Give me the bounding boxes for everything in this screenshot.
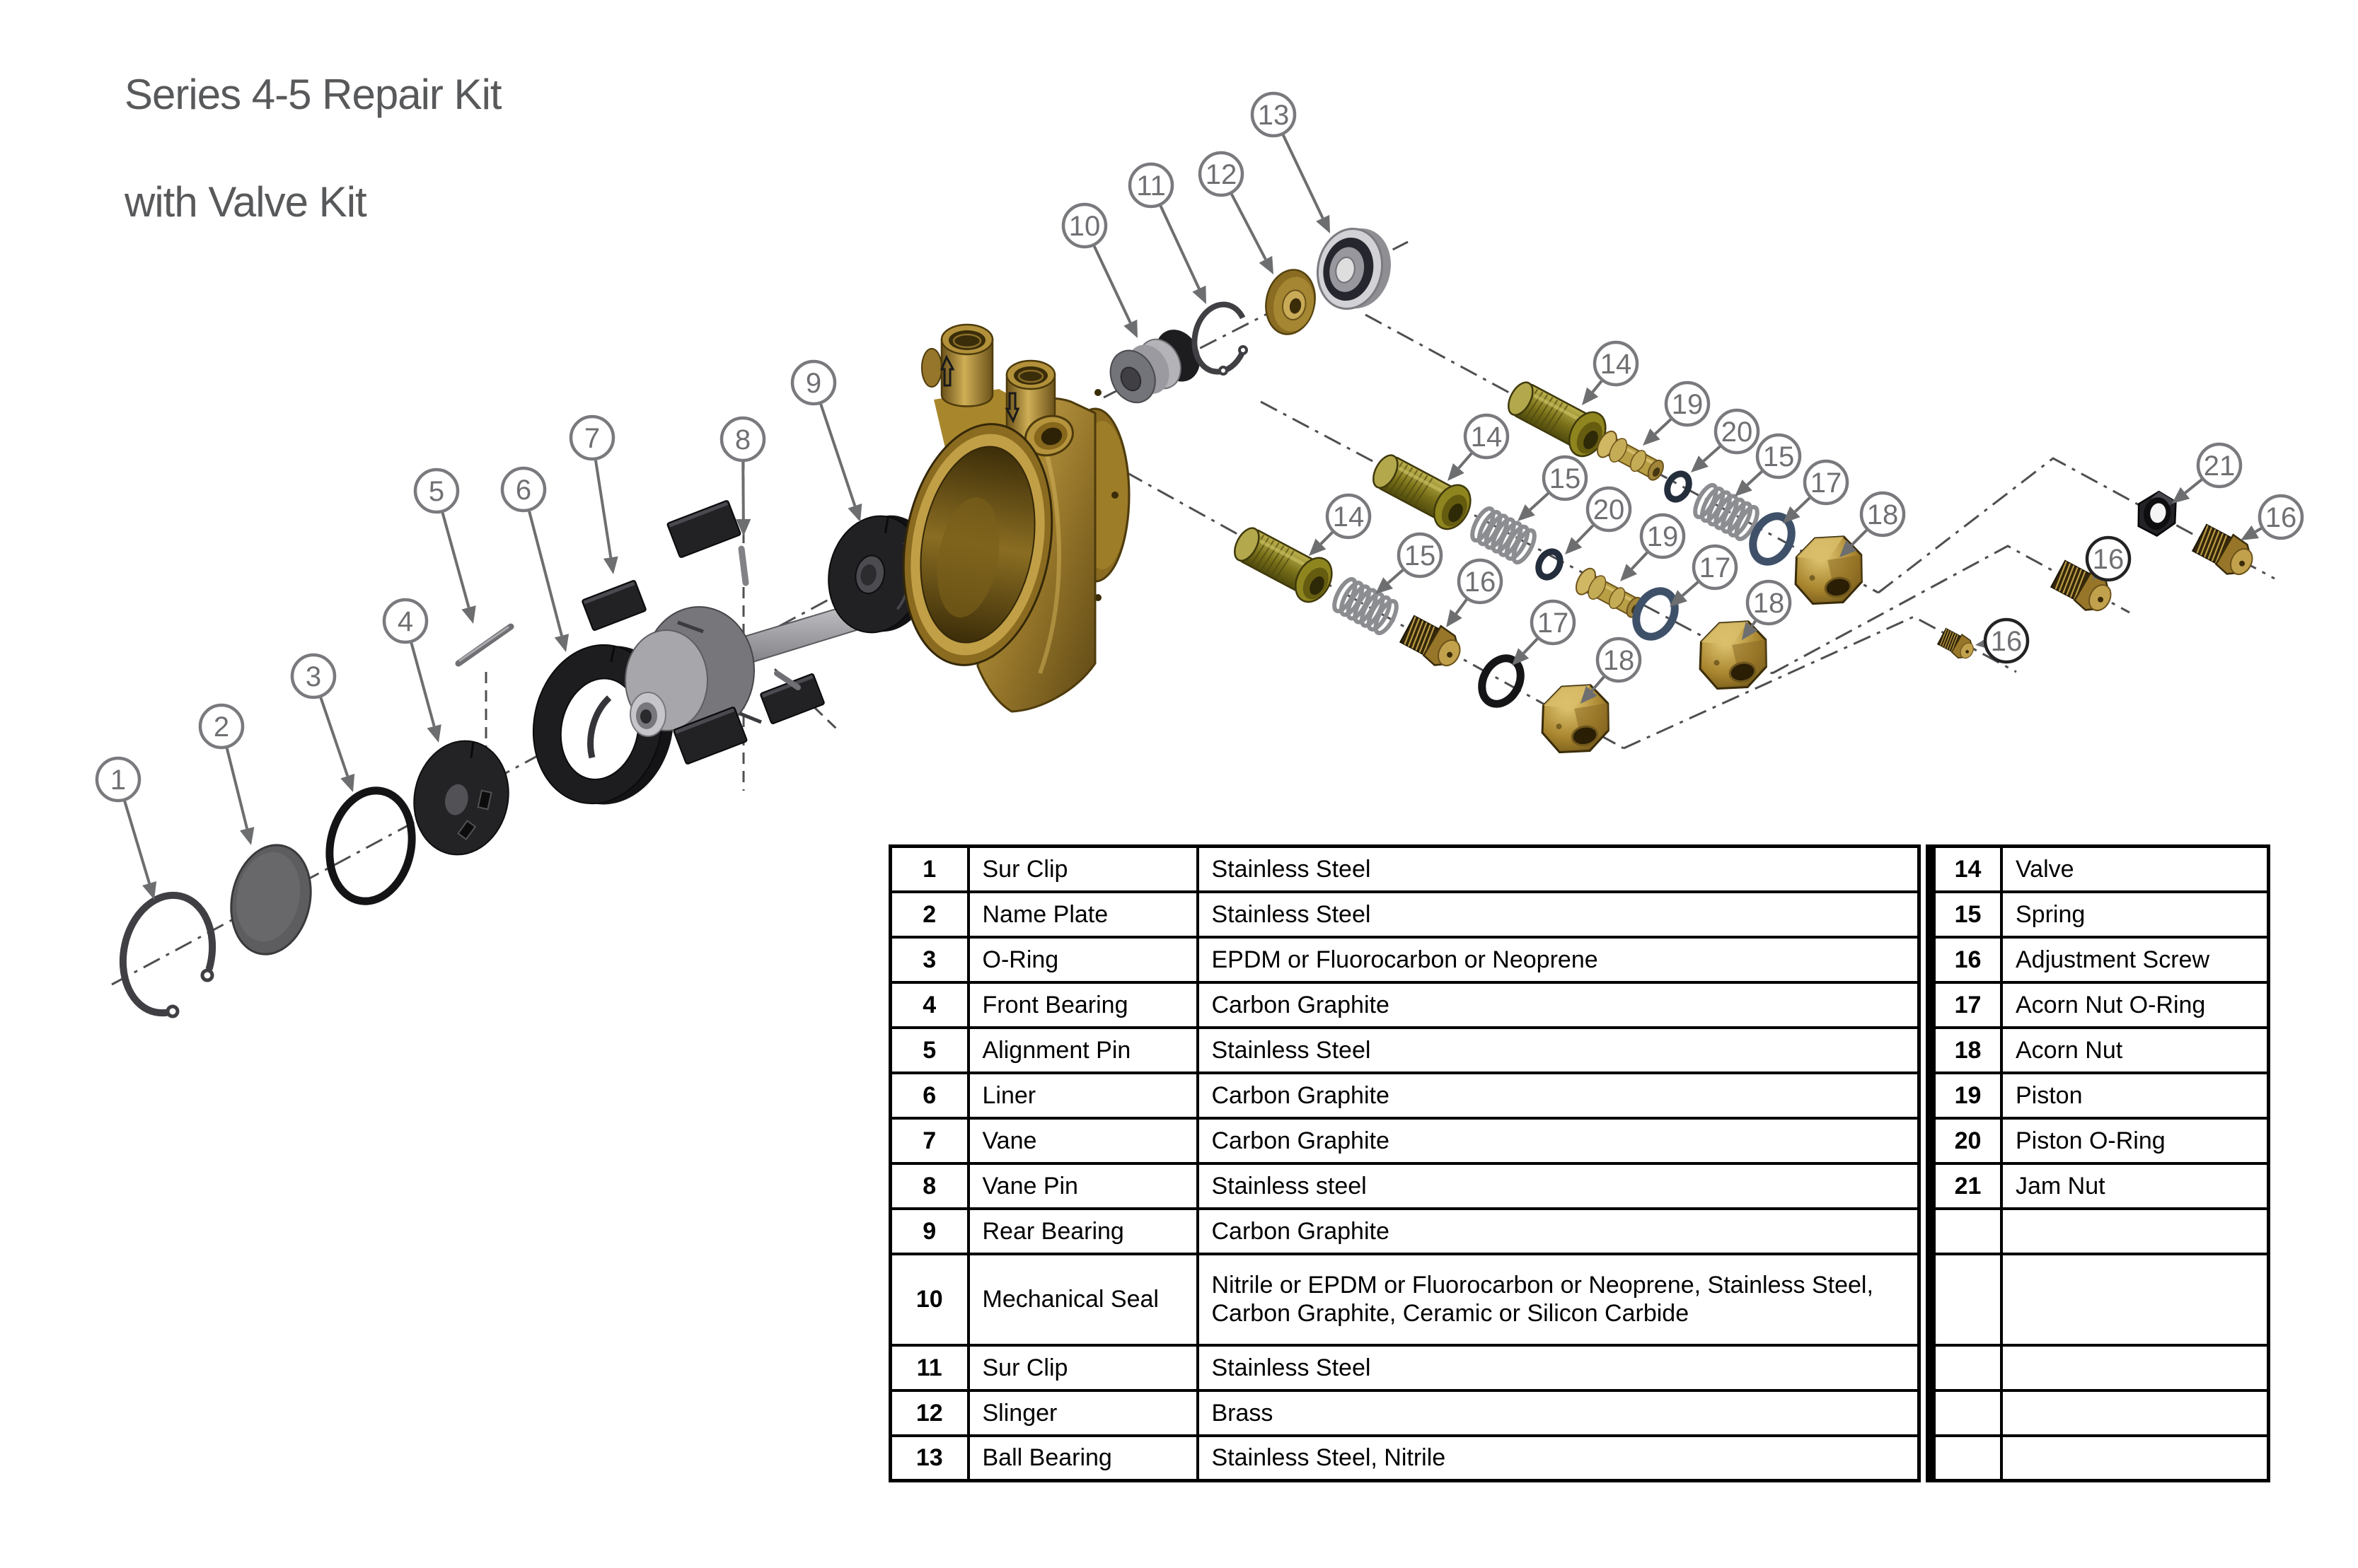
table-cell-num bbox=[1931, 1390, 2001, 1436]
table-cell-name bbox=[2001, 1254, 2268, 1345]
table-cell-num: 9 bbox=[891, 1209, 969, 1254]
valve-part bbox=[1365, 446, 1477, 535]
table-cell-name: Jam Nut bbox=[2001, 1163, 2268, 1209]
callout-number: 17 bbox=[1699, 552, 1731, 583]
table-cell-num: 21 bbox=[1931, 1163, 2001, 1209]
callout-number: 15 bbox=[1762, 441, 1795, 472]
callout-17 bbox=[1670, 546, 1736, 607]
callout-number: 7 bbox=[584, 423, 601, 454]
callout-19 bbox=[1620, 515, 1684, 581]
callout-number: 12 bbox=[1205, 159, 1237, 190]
parts-table-right bbox=[1926, 844, 2270, 1482]
table-cell-material: Carbon Graphite bbox=[1198, 1073, 1919, 1118]
callout-number: 16 bbox=[1990, 626, 2023, 657]
table-cell-material: Stainless Steel bbox=[1198, 1345, 1919, 1390]
table-row bbox=[1931, 847, 2268, 892]
callout-4 bbox=[384, 600, 441, 743]
table-cell-name: Alignment Pin bbox=[969, 1028, 1198, 1073]
callout-14 bbox=[1582, 342, 1637, 405]
callout-leader-line bbox=[1655, 419, 1671, 434]
callout-number: 2 bbox=[213, 712, 230, 743]
slinger-illustration bbox=[1260, 265, 1321, 339]
table-cell-name: Liner bbox=[969, 1073, 1198, 1118]
callout-16 bbox=[2241, 496, 2302, 540]
table-cell-num: 16 bbox=[1931, 937, 2001, 982]
table-cell-name: Name Plate bbox=[969, 892, 1198, 937]
table-cell-name: Piston bbox=[2001, 1073, 2268, 1118]
table-cell-name: Adjustment Screw bbox=[2001, 937, 2268, 982]
table-row bbox=[891, 1118, 1919, 1163]
table-cell-num bbox=[1931, 1436, 2001, 1481]
callout-number: 15 bbox=[1549, 463, 1581, 494]
table-cell-name: Slinger bbox=[969, 1390, 1198, 1436]
callout-leader-line bbox=[1851, 530, 1866, 545]
callout-number: 3 bbox=[305, 661, 322, 692]
callout-18 bbox=[1580, 639, 1640, 704]
callout-leader-line bbox=[1232, 194, 1266, 259]
callout-number: 8 bbox=[734, 424, 751, 455]
callout-arrowhead-icon bbox=[603, 557, 618, 574]
table-cell-num: 7 bbox=[891, 1118, 969, 1163]
table-cell-material: Nitrile or EPDM or Fluorocarbon or Neoprene, Stainless Steel, Carbon Graphite, Ceramic or Silicon Carbide bbox=[1198, 1254, 1919, 1345]
callout-leader-line bbox=[1593, 381, 1602, 393]
alignment-pin-illustration bbox=[458, 627, 511, 663]
callout-10 bbox=[1063, 204, 1138, 338]
callout-leader-line bbox=[821, 404, 855, 506]
callout-number: 14 bbox=[1470, 422, 1503, 453]
callout-leader-line bbox=[1321, 533, 1332, 544]
callout-arrowhead-icon bbox=[340, 774, 354, 792]
callout-arrowhead-icon bbox=[555, 634, 569, 652]
callout-12 bbox=[1200, 153, 1273, 274]
callout-leader-line bbox=[1388, 570, 1403, 583]
table-row bbox=[891, 1390, 1919, 1436]
callout-16 bbox=[1446, 560, 1501, 627]
table-row bbox=[891, 1163, 1919, 1209]
callout-5 bbox=[415, 470, 476, 624]
table-row bbox=[1931, 1118, 2268, 1163]
callout-number: 21 bbox=[2203, 451, 2236, 482]
table-row bbox=[891, 982, 1919, 1028]
piston-o-ring-part bbox=[1663, 470, 1694, 504]
table-row bbox=[1931, 1209, 2268, 1254]
callout-2 bbox=[200, 705, 254, 845]
table-row bbox=[1931, 1345, 2268, 1390]
callout-leader-line bbox=[529, 511, 562, 636]
acorn-nut-part bbox=[1537, 679, 1614, 758]
parts-table-left bbox=[889, 844, 1921, 1482]
table-cell-name: Spring bbox=[2001, 892, 2268, 937]
adjustment-screw-part bbox=[1398, 612, 1467, 673]
callout-3 bbox=[292, 655, 354, 792]
table-cell-material: Stainless Steel bbox=[1198, 892, 1919, 937]
table-cell-name bbox=[2001, 1436, 2268, 1481]
table-row bbox=[891, 1345, 1919, 1390]
table-cell-material: Carbon Graphite bbox=[1198, 982, 1919, 1028]
table-cell-num: 10 bbox=[891, 1254, 969, 1345]
callout-15 bbox=[1518, 457, 1586, 521]
table-cell-num: 3 bbox=[891, 937, 969, 982]
table-row bbox=[891, 937, 1919, 982]
callout-14 bbox=[1309, 495, 1370, 556]
title-line-2: with Valve Kit bbox=[125, 178, 366, 226]
callout-16 bbox=[1975, 620, 2028, 662]
callout-leader-line bbox=[1456, 600, 1467, 614]
table-cell-num bbox=[1931, 1345, 2001, 1390]
callout-number: 11 bbox=[1136, 170, 1166, 202]
table-cell-num: 18 bbox=[1931, 1028, 2001, 1073]
callout-number: 18 bbox=[1752, 588, 1785, 619]
table-cell-num bbox=[1931, 1209, 2001, 1254]
callout-leader-line bbox=[411, 643, 434, 726]
callout-number: 15 bbox=[1404, 540, 1436, 571]
table-cell-name: Piston O-Ring bbox=[2001, 1118, 2268, 1163]
table-row bbox=[891, 1436, 1919, 1481]
callout-16 bbox=[2087, 538, 2129, 580]
table-cell-name: Mechanical Seal bbox=[969, 1254, 1198, 1345]
callout-arrowhead-icon bbox=[142, 881, 156, 900]
callout-1 bbox=[97, 758, 156, 900]
table-cell-name bbox=[2001, 1209, 2268, 1254]
table-cell-num: 19 bbox=[1931, 1073, 2001, 1118]
table-cell-num bbox=[1931, 1254, 2001, 1345]
callout-leader-line bbox=[2255, 528, 2262, 532]
table-cell-material: Carbon Graphite bbox=[1198, 1209, 1919, 1254]
table-cell-material: Stainless steel bbox=[1198, 1163, 1919, 1209]
table-row bbox=[1931, 1390, 2268, 1436]
table-cell-name bbox=[2001, 1345, 2268, 1390]
pump-body-illustration bbox=[886, 325, 1129, 712]
callout-leader-line bbox=[1752, 621, 1755, 626]
callout-number: 18 bbox=[1602, 645, 1635, 676]
callout-number: 5 bbox=[428, 476, 445, 507]
callout-leader-line bbox=[1682, 582, 1698, 596]
callout-number: 14 bbox=[1600, 349, 1632, 380]
table-cell-num: 4 bbox=[891, 982, 969, 1028]
callout-leader-line bbox=[1459, 453, 1472, 468]
table-cell-num: 5 bbox=[891, 1028, 969, 1073]
table-cell-name: Vane Pin bbox=[969, 1163, 1198, 1209]
acorn-nut-part bbox=[1695, 615, 1772, 695]
table-cell-num: 11 bbox=[891, 1345, 969, 1390]
callout-15 bbox=[1375, 534, 1441, 594]
table-row bbox=[1931, 892, 2268, 937]
callout-number: 4 bbox=[397, 606, 414, 637]
table-cell-material: Brass bbox=[1198, 1390, 1919, 1436]
table-row bbox=[891, 1254, 1919, 1345]
callout-11 bbox=[1130, 164, 1206, 304]
callout-number: 20 bbox=[1593, 494, 1625, 525]
callout-leader-line bbox=[320, 697, 347, 776]
ball-bearing-illustration bbox=[1310, 221, 1398, 317]
table-row bbox=[1931, 1028, 2268, 1073]
callout-number: 14 bbox=[1332, 501, 1365, 533]
callout-17 bbox=[1512, 601, 1574, 666]
callout-leader-line bbox=[743, 462, 744, 519]
callout-arrowhead-icon bbox=[461, 605, 475, 624]
acorn-nut-o-ring-part bbox=[1629, 584, 1682, 644]
table-cell-name: Valve bbox=[2001, 847, 2268, 892]
callout-leader-line bbox=[125, 801, 149, 883]
table-cell-num: 14 bbox=[1931, 847, 2001, 892]
table-cell-name: Acorn Nut O-Ring bbox=[2001, 982, 2268, 1028]
front-bearing-illustration bbox=[404, 732, 519, 864]
table-cell-name: O-Ring bbox=[969, 937, 1198, 982]
table-row bbox=[891, 847, 1919, 892]
table-cell-name: Sur Clip bbox=[969, 847, 1198, 892]
table-cell-name: Ball Bearing bbox=[969, 1436, 1198, 1481]
callout-number: 16 bbox=[2265, 502, 2297, 533]
table-cell-name bbox=[2001, 1390, 2268, 1436]
callout-leader-line bbox=[1704, 446, 1720, 461]
table-cell-material: Stainless Steel bbox=[1198, 847, 1919, 892]
callout-9 bbox=[792, 361, 862, 522]
page-title bbox=[125, 68, 502, 229]
callout-arrowhead-icon bbox=[427, 724, 441, 743]
parts-table-container bbox=[889, 844, 2270, 1482]
callout-21 bbox=[2172, 444, 2241, 504]
table-cell-name: Vane bbox=[969, 1118, 1198, 1163]
callout-number: 16 bbox=[1464, 567, 1496, 598]
table-row bbox=[891, 892, 1919, 937]
callout-leader-line bbox=[1577, 525, 1593, 542]
table-cell-num: 15 bbox=[1931, 892, 2001, 937]
callout-19 bbox=[1643, 383, 1709, 446]
callout-leader-line bbox=[1592, 677, 1604, 691]
table-row bbox=[1931, 937, 2268, 982]
table-cell-num: 12 bbox=[891, 1390, 969, 1436]
callout-number: 17 bbox=[1810, 468, 1842, 499]
table-row bbox=[1931, 1073, 2268, 1118]
callout-18 bbox=[1839, 493, 1904, 557]
callout-number: 17 bbox=[1537, 608, 1569, 639]
table-row bbox=[1931, 1254, 2268, 1345]
callout-number: 16 bbox=[2092, 544, 2125, 575]
table-cell-num: 17 bbox=[1931, 982, 2001, 1028]
table-cell-name: Acorn Nut bbox=[2001, 1028, 2268, 1073]
callout-leader-line bbox=[1283, 135, 1323, 218]
callout-number: 13 bbox=[1257, 100, 1290, 131]
callout-number: 18 bbox=[1866, 499, 1899, 530]
table-cell-name: Sur Clip bbox=[969, 1345, 1198, 1390]
callout-14 bbox=[1447, 415, 1508, 481]
table-row bbox=[1931, 1163, 2268, 1209]
table-row bbox=[891, 1073, 1919, 1118]
name-plate-illustration bbox=[221, 837, 320, 961]
callout-leader-line bbox=[596, 460, 611, 558]
callout-leader-line bbox=[1631, 552, 1647, 569]
callout-arrowhead-icon bbox=[1446, 609, 1462, 627]
piston-o-ring-part bbox=[1535, 548, 1565, 581]
table-cell-num: 20 bbox=[1931, 1118, 2001, 1163]
callout-13 bbox=[1252, 93, 1330, 233]
callout-number: 10 bbox=[1068, 211, 1101, 242]
spring-part bbox=[1691, 482, 1761, 542]
callout-18 bbox=[1742, 581, 1790, 640]
table-row bbox=[891, 1209, 1919, 1254]
callout-leader-line bbox=[1747, 472, 1762, 485]
table-cell-material: EPDM or Fluorocarbon or Neoprene bbox=[1198, 937, 1919, 982]
callout-number: 19 bbox=[1646, 521, 1679, 552]
callout-leader-line bbox=[1160, 206, 1198, 289]
table-cell-num: 1 bbox=[891, 847, 969, 892]
valve-part bbox=[1227, 519, 1339, 608]
callout-leader-line bbox=[1530, 494, 1549, 510]
table-cell-material: Stainless Steel bbox=[1198, 1028, 1919, 1073]
callout-7 bbox=[571, 417, 618, 574]
callout-leader-line bbox=[227, 748, 247, 829]
callout-leader-line bbox=[2185, 480, 2202, 493]
table-cell-num: 8 bbox=[891, 1163, 969, 1209]
callout-number: 9 bbox=[805, 368, 822, 399]
callout-leader-line bbox=[1524, 639, 1537, 653]
callout-number: 1 bbox=[110, 765, 127, 796]
callout-number: 20 bbox=[1721, 417, 1753, 448]
callout-number: 19 bbox=[1671, 389, 1704, 420]
table-cell-material: Stainless Steel, Nitrile bbox=[1198, 1436, 1919, 1481]
callout-leader-line bbox=[1795, 498, 1809, 511]
title-line-1: Series 4-5 Repair Kit bbox=[125, 71, 502, 118]
table-cell-material: Carbon Graphite bbox=[1198, 1118, 1919, 1163]
table-cell-name: Front Bearing bbox=[969, 982, 1198, 1028]
table-cell-num: 6 bbox=[891, 1073, 969, 1118]
table-row bbox=[1931, 982, 2268, 1028]
table-cell-name: Rear Bearing bbox=[969, 1209, 1198, 1254]
jam-nut-part bbox=[2134, 489, 2180, 539]
table-cell-num: 2 bbox=[891, 892, 969, 937]
callout-arrowhead-icon bbox=[848, 504, 862, 522]
callout-leader-line bbox=[1094, 246, 1131, 323]
callout-number: 6 bbox=[515, 475, 532, 506]
table-row bbox=[1931, 1436, 2268, 1481]
table-cell-num: 13 bbox=[891, 1436, 969, 1481]
callout-leader-line bbox=[443, 513, 469, 608]
table-row bbox=[891, 1028, 1919, 1073]
callout-arrowhead-icon bbox=[240, 827, 254, 845]
